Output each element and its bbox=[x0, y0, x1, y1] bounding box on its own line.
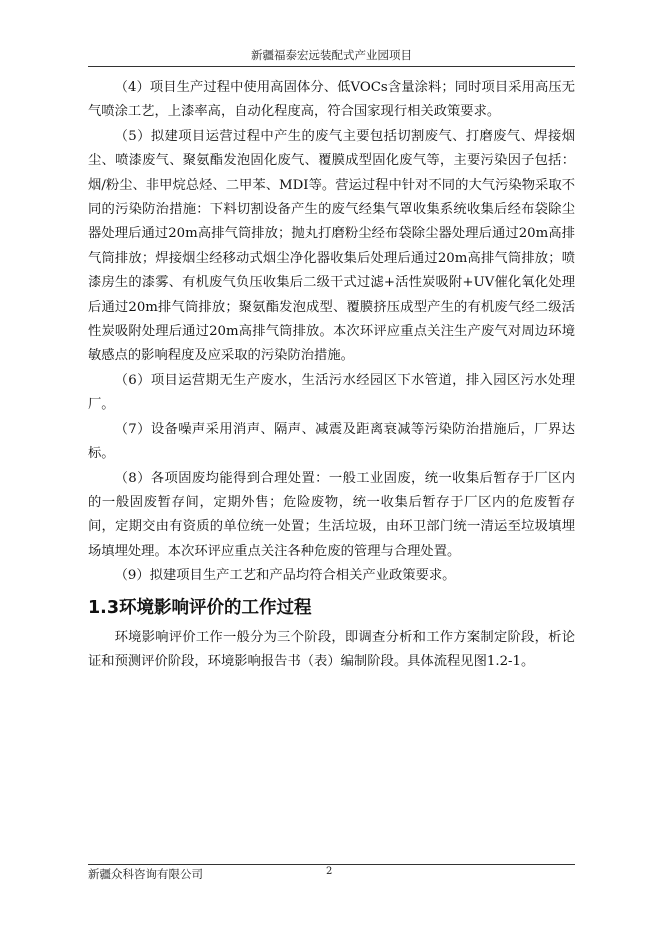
header-divider bbox=[88, 66, 575, 67]
paragraph-item-5: （5）拟建项目运营过程中产生的废气主要包括切割废气、打磨废气、焊接烟尘、喷漆废气、聚氨酯发泡固化废气、覆膜成型固化废气等，主要污染因子包括：烟/粉尘、非甲烷总烃、二甲苯、MDI等。营运过程中针对不同的大气污染物采取不同的污染防治措施：下料切割设备产生的废气经集气罩收集系统收集后经布袋除尘器处理后通过20m高排气筒排放；抛丸打磨粉尘经布袋除尘器处理后通过20m高排气筒排放；焊接烟尘经移动式烟尘净化器收集后处理后通过20m高排气筒排放；喷漆房生的漆雾、有机废气负压收集后二级干式过滤+活性炭吸附+UV催化氧化处理后通过20m排气筒排放；聚氨酯发泡成型、覆膜挤压成型产生的有机废气经二级活性炭吸附处理后通过20m高排气筒排放。本次环评应重点关注生产废气对周边环境敏感点的影响程度及应采取的污染防治措施。 bbox=[88, 128, 575, 364]
paragraph-item-7: （7）设备噪声采用消声、隔声、减震及距离衰减等污染防治措施后，厂界达标。 bbox=[88, 421, 575, 462]
paragraph-item-9: （9）拟建项目生产工艺和产品均符合相关产业政策要求。 bbox=[114, 568, 456, 584]
page-header: 新疆福泰宏远装配式产业园项目 bbox=[251, 48, 412, 62]
footer-divider bbox=[88, 864, 575, 865]
section-paragraph: 环境影响评价工作一般分为三个阶段，即调查分析和工作方案制定阶段，析论证和预测评价阶段，环境影响报告书（表）编制阶段。具体流程见图1.2-1。 bbox=[88, 629, 575, 669]
paragraph-item-6: （6）项目运营期无生产废水，生活污水经园区下水管道，排入园区污水处理厂。 bbox=[88, 372, 575, 413]
page-number: 2 bbox=[326, 866, 333, 877]
document-body bbox=[88, 76, 575, 674]
section-heading: 1.3环境影响评价的工作过程 bbox=[88, 597, 312, 618]
paragraph-item-4: （4）项目生产过程中使用高固体分、低VOCs含量涂料；同时项目采用高压无气喷涂工艺，上漆率高，自动化程度高，符合国家现行相关政策要求。 bbox=[88, 80, 575, 120]
footer-company: 新疆众科咨询有限公司 bbox=[88, 867, 203, 881]
paragraph-item-8: （8）各项固废均能得到合理处置：一般工业固废，统一收集后暂存于厂区内的一般固废暂存间，定期外售；危险废物，统一收集后暂存于厂区内的危废暂存间，定期交由有资质的单位统一处置；生活垃圾，由环卫部门统一清运至垃圾填埋场填埋处理。本次环评应重点关注各种危废的管理与合理处置。 bbox=[88, 470, 575, 559]
